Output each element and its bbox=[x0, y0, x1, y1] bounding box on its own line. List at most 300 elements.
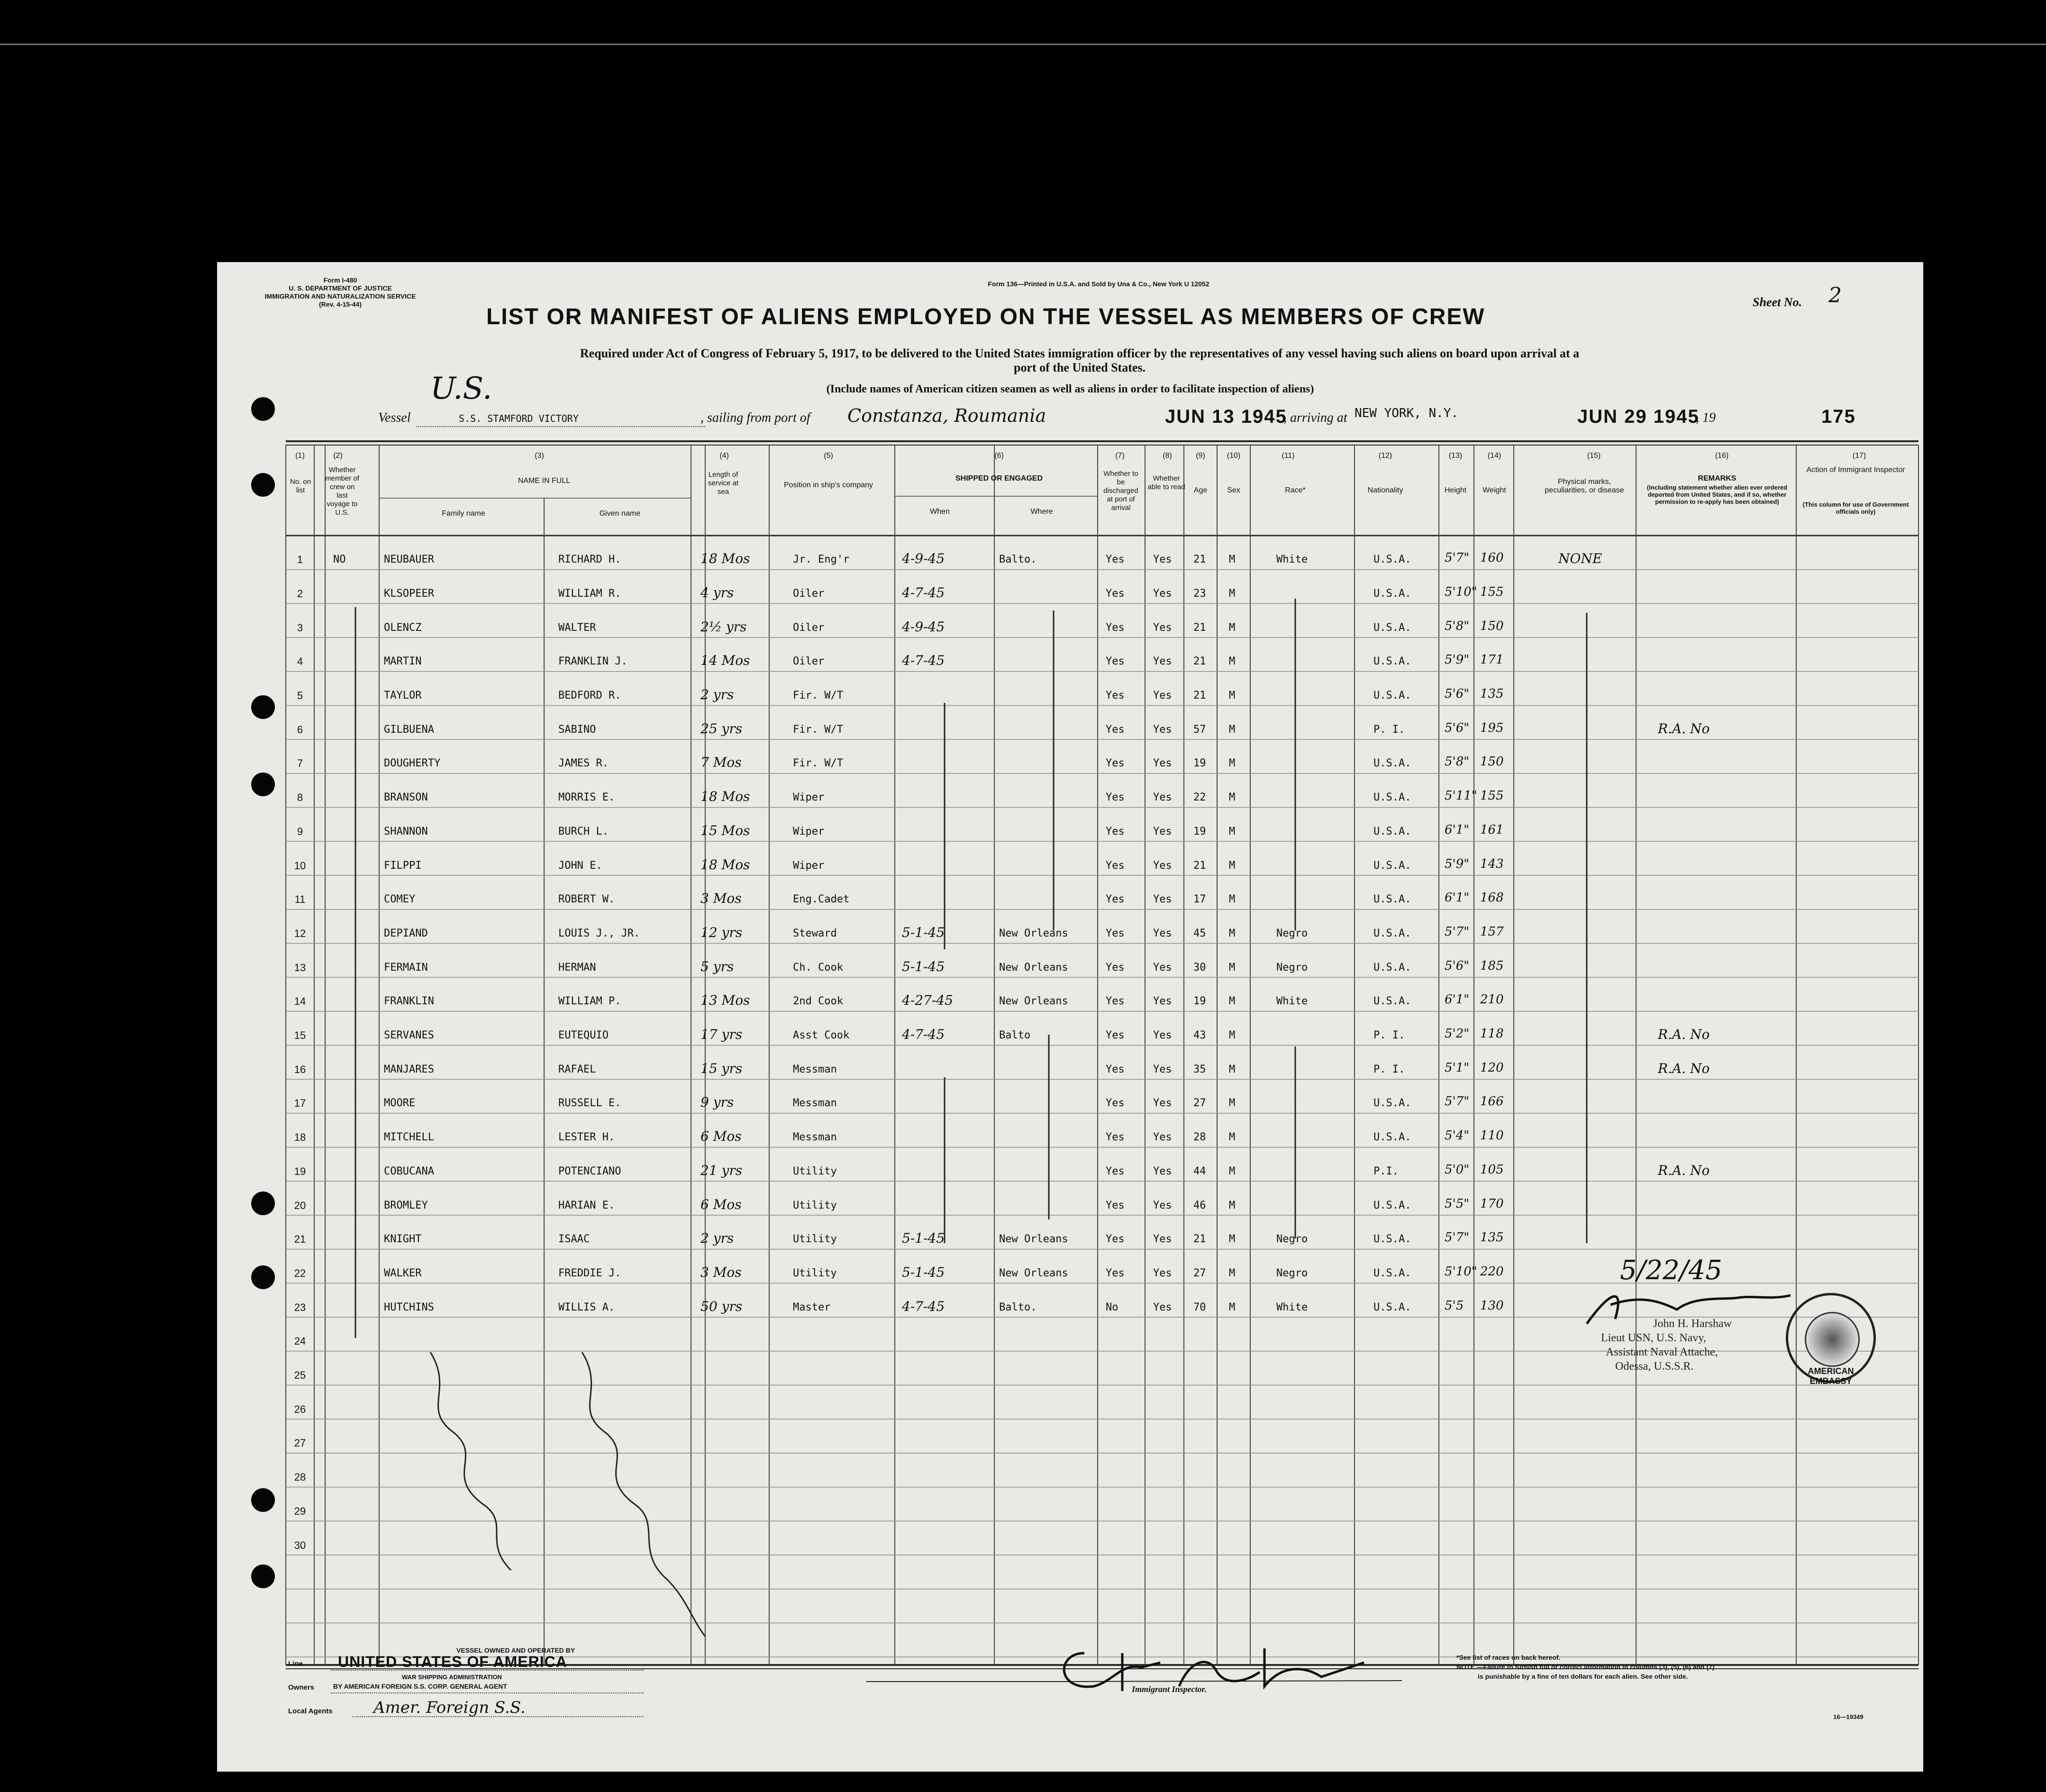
length-of-service: 12 yrs bbox=[700, 924, 743, 940]
height: 6'1" bbox=[1445, 822, 1470, 837]
able-to-read: Yes bbox=[1153, 961, 1172, 973]
length-of-service: 25 yrs bbox=[700, 720, 743, 737]
position: Utility bbox=[793, 1165, 837, 1177]
position: Oiler bbox=[793, 655, 825, 668]
able-to-read: Yes bbox=[1153, 1131, 1172, 1144]
height: 5'2" bbox=[1445, 1027, 1470, 1041]
col8-num: (8) bbox=[1163, 452, 1172, 460]
height: 5'7" bbox=[1445, 551, 1470, 565]
given-name: RUSSELL E. bbox=[558, 1097, 621, 1110]
position: Utility bbox=[793, 1199, 837, 1211]
weight: 220 bbox=[1480, 1264, 1504, 1279]
age: 21 bbox=[1193, 859, 1206, 872]
given-name: BEDFORD R. bbox=[558, 690, 621, 702]
height: 5'6" bbox=[1445, 687, 1470, 701]
physical-marks: NONE bbox=[1558, 551, 1602, 567]
shipped-where: New Orleans bbox=[999, 927, 1068, 939]
col12-label: Nationality bbox=[1367, 486, 1403, 494]
able-to-read: Yes bbox=[1153, 587, 1172, 600]
attache-name: John H. Harshaw bbox=[1653, 1318, 1732, 1330]
sex: M bbox=[1229, 1199, 1236, 1211]
row-number: 16 bbox=[294, 1063, 306, 1075]
col3-given-label: Given name bbox=[599, 509, 641, 518]
col7-num: (7) bbox=[1115, 452, 1125, 460]
sex: M bbox=[1229, 757, 1236, 770]
row-number: 20 bbox=[294, 1199, 306, 1211]
arrival-date-stamp: JUN 29 1945 bbox=[1577, 406, 1700, 427]
sex: M bbox=[1229, 859, 1236, 872]
length-of-service: 4 yrs bbox=[700, 584, 734, 600]
able-to-read: Yes bbox=[1153, 1301, 1172, 1313]
family-name: DEPIAND bbox=[384, 927, 428, 939]
age: 19 bbox=[1193, 995, 1206, 1008]
given-name: SABINO bbox=[558, 723, 596, 736]
shipped-when: 4-9-45 bbox=[902, 619, 945, 635]
height: 5'5 bbox=[1445, 1298, 1464, 1313]
age: 28 bbox=[1193, 1131, 1206, 1144]
to-be-discharged: Yes bbox=[1106, 1029, 1125, 1042]
year-value: 175 bbox=[1821, 406, 1856, 427]
given-name: JOHN E. bbox=[558, 859, 602, 872]
departure-port: Constanza, Roumania bbox=[847, 405, 1046, 426]
sex: M bbox=[1229, 961, 1236, 973]
length-of-service: 21 yrs bbox=[700, 1162, 743, 1178]
row-number: 13 bbox=[294, 961, 306, 973]
col3-num: (3) bbox=[535, 452, 544, 460]
col4-num: (4) bbox=[719, 452, 729, 460]
nationality: P. I. bbox=[1373, 1063, 1405, 1075]
weight: 150 bbox=[1480, 755, 1504, 769]
row-number: 3 bbox=[297, 621, 303, 634]
height: 5'11" bbox=[1445, 789, 1477, 803]
age: 17 bbox=[1193, 893, 1206, 906]
row-number: 26 bbox=[294, 1403, 306, 1415]
sex: M bbox=[1229, 1131, 1236, 1144]
age: 21 bbox=[1193, 621, 1206, 634]
row-number: 7 bbox=[297, 757, 303, 770]
given-name: RICHARD H. bbox=[558, 554, 621, 566]
height: 6'1" bbox=[1445, 891, 1470, 905]
weight: 185 bbox=[1480, 958, 1504, 973]
position: Master bbox=[793, 1301, 831, 1313]
age: 22 bbox=[1193, 791, 1206, 804]
requirement-line-1: Required under Act of Congress of February 5, 1917, to be delivered to the United States immigration officer by the representatives of any vessel having such aliens on board upon arrival at a bbox=[580, 346, 1580, 360]
length-of-service: 5 yrs bbox=[700, 958, 734, 974]
remarks: R.A. No bbox=[1658, 720, 1710, 737]
nationality: U.S.A. bbox=[1373, 1233, 1411, 1246]
position: Steward bbox=[793, 927, 837, 939]
to-be-discharged: Yes bbox=[1106, 723, 1125, 736]
races-note: *See list of races on back hereof. bbox=[1456, 1654, 1561, 1661]
age: 44 bbox=[1193, 1165, 1206, 1177]
family-name: HUTCHINS bbox=[384, 1301, 434, 1313]
height: 6'1" bbox=[1445, 992, 1470, 1007]
row-number: 15 bbox=[294, 1029, 306, 1042]
sheet-label: Sheet No. bbox=[1753, 295, 1802, 309]
age: 21 bbox=[1193, 690, 1206, 702]
height: 5'0" bbox=[1445, 1162, 1470, 1177]
family-name: MARTIN bbox=[384, 655, 422, 668]
age: 27 bbox=[1193, 1267, 1206, 1279]
weight: 168 bbox=[1480, 891, 1504, 905]
include-note: (Include names of American citizen seamen as well as aliens in order to facilitate inspection of aliens) bbox=[826, 383, 1314, 395]
department-name: U. S. DEPARTMENT OF JUSTICE bbox=[289, 284, 392, 292]
able-to-read: Yes bbox=[1153, 859, 1172, 872]
age: 30 bbox=[1193, 961, 1206, 973]
form-revision: (Rev. 4-15-44) bbox=[318, 300, 362, 308]
vessel-name: S.S. STAMFORD VICTORY bbox=[459, 413, 579, 424]
attache-post: Odessa, U.S.S.R. bbox=[1615, 1360, 1694, 1373]
position: Ch. Cook bbox=[793, 961, 843, 973]
given-name: EUTEQUIO bbox=[558, 1029, 609, 1042]
able-to-read: Yes bbox=[1153, 690, 1172, 702]
to-be-discharged: Yes bbox=[1106, 757, 1125, 770]
to-be-discharged: Yes bbox=[1106, 1199, 1125, 1211]
able-to-read: Yes bbox=[1153, 554, 1172, 566]
family-name: SERVANES bbox=[384, 1029, 434, 1042]
attache-date: 5/22/45 bbox=[1620, 1255, 1722, 1286]
length-of-service: 2 yrs bbox=[700, 1230, 734, 1246]
sex: M bbox=[1229, 825, 1236, 837]
given-name: MORRIS E. bbox=[558, 791, 615, 804]
able-to-read: Yes bbox=[1153, 723, 1172, 736]
to-be-discharged: Yes bbox=[1106, 927, 1125, 939]
family-name: GILBUENA bbox=[384, 723, 434, 736]
family-name: DOUGHERTY bbox=[384, 757, 441, 770]
shipped-when: 5-1-45 bbox=[902, 924, 945, 940]
able-to-read: Yes bbox=[1153, 1199, 1172, 1211]
position: 2nd Cook bbox=[793, 995, 843, 1008]
sailing-label: , sailing from port of bbox=[700, 410, 810, 425]
sex: M bbox=[1229, 1301, 1236, 1313]
age: 19 bbox=[1193, 825, 1206, 837]
weight: 160 bbox=[1480, 551, 1504, 565]
col6-where-label: Where bbox=[1030, 508, 1053, 516]
agents-value: Amer. Foreign S.S. bbox=[373, 1698, 526, 1717]
race: White bbox=[1276, 554, 1308, 566]
weight: 170 bbox=[1480, 1196, 1504, 1211]
to-be-discharged: Yes bbox=[1106, 621, 1125, 634]
given-name: LOUIS J., JR. bbox=[558, 927, 640, 939]
weight: 210 bbox=[1480, 992, 1504, 1007]
manifest-sheet bbox=[217, 262, 1923, 1772]
family-name: KLSOPEER bbox=[384, 587, 434, 600]
weight: 155 bbox=[1480, 789, 1504, 803]
family-name: WALKER bbox=[384, 1267, 422, 1279]
length-of-service: 18 Mos bbox=[700, 551, 750, 567]
inspector-label: Immigrant Inspector. bbox=[1132, 1684, 1207, 1694]
shipped-where: Balto. bbox=[999, 554, 1037, 566]
row-number: 27 bbox=[294, 1437, 306, 1449]
sailed-date-stamp: JUN 13 1945 bbox=[1165, 406, 1287, 427]
shipped-when: 5-1-45 bbox=[902, 1264, 945, 1280]
row-number: 14 bbox=[294, 995, 306, 1008]
form-number: Form I-480 bbox=[323, 276, 357, 284]
position: Utility bbox=[793, 1233, 837, 1246]
row-number: 17 bbox=[294, 1097, 306, 1110]
remarks: R.A. No bbox=[1658, 1027, 1710, 1043]
position: Fir. W/T bbox=[793, 690, 843, 702]
sex: M bbox=[1229, 655, 1236, 668]
length-of-service: 3 Mos bbox=[700, 891, 742, 907]
col17-sublabel: (This column for use of Government officials only) bbox=[1802, 501, 1909, 515]
margin-note: U.S. bbox=[430, 371, 492, 406]
nationality: U.S.A. bbox=[1373, 621, 1411, 634]
given-name: LESTER H. bbox=[558, 1131, 615, 1144]
height: 5'7" bbox=[1445, 1094, 1470, 1109]
able-to-read: Yes bbox=[1153, 1267, 1172, 1279]
family-name: NEUBAUER bbox=[384, 554, 434, 566]
col4-label: Length of service at sea bbox=[708, 471, 739, 496]
col2-num: (2) bbox=[333, 452, 343, 460]
age: 21 bbox=[1193, 655, 1206, 668]
weight: 110 bbox=[1480, 1128, 1504, 1143]
age: 35 bbox=[1193, 1063, 1206, 1075]
to-be-discharged: Yes bbox=[1106, 791, 1125, 804]
family-name: MANJARES bbox=[384, 1063, 434, 1075]
sex: M bbox=[1229, 1267, 1236, 1279]
family-name: TAYLOR bbox=[384, 690, 422, 702]
given-name: FREDDIE J. bbox=[558, 1267, 621, 1279]
height: 5'6" bbox=[1445, 958, 1470, 973]
to-be-discharged: Yes bbox=[1106, 825, 1125, 837]
length-of-service: 14 Mos bbox=[700, 653, 750, 669]
family-name: KNIGHT bbox=[384, 1233, 422, 1246]
nationality: P.I. bbox=[1373, 1165, 1399, 1177]
to-be-discharged: Yes bbox=[1106, 655, 1125, 668]
service-name: IMMIGRATION AND NATURALIZATION SERVICE bbox=[264, 292, 416, 300]
position: Messman bbox=[793, 1131, 837, 1144]
age: 21 bbox=[1193, 1233, 1206, 1246]
shipped-where: Balto bbox=[999, 1029, 1031, 1042]
shipped-when: 4-9-45 bbox=[902, 551, 945, 567]
row-number: 2 bbox=[297, 587, 303, 600]
given-name: WALTER bbox=[558, 621, 596, 634]
nationality: U.S.A. bbox=[1373, 893, 1411, 906]
height: 5'7" bbox=[1445, 924, 1470, 939]
requirement-line-2: port of the United States. bbox=[1013, 361, 1146, 374]
shipped-where: Balto. bbox=[999, 1301, 1037, 1313]
weight: 143 bbox=[1480, 856, 1504, 871]
col10-num: (10) bbox=[1227, 452, 1241, 460]
position: Asst Cook bbox=[793, 1029, 850, 1042]
position: Oiler bbox=[793, 621, 825, 634]
given-name: ROBERT W. bbox=[558, 893, 615, 906]
row-number: 21 bbox=[294, 1233, 306, 1246]
col10-label: Sex bbox=[1227, 486, 1240, 494]
able-to-read: Yes bbox=[1153, 995, 1172, 1008]
able-to-read: Yes bbox=[1153, 1233, 1172, 1246]
to-be-discharged: Yes bbox=[1106, 1233, 1125, 1246]
col3-label: NAME IN FULL bbox=[518, 477, 571, 485]
age: 27 bbox=[1193, 1097, 1206, 1110]
able-to-read: Yes bbox=[1153, 1029, 1172, 1042]
nationality: U.S.A. bbox=[1373, 791, 1411, 804]
row-number: 10 bbox=[294, 859, 306, 872]
position: Messman bbox=[793, 1063, 837, 1075]
weight: 166 bbox=[1480, 1094, 1504, 1109]
to-be-discharged: Yes bbox=[1106, 1165, 1125, 1177]
crew-last-voyage: NO bbox=[333, 554, 346, 566]
position: Fir. W/T bbox=[793, 757, 843, 770]
length-of-service: 50 yrs bbox=[700, 1298, 743, 1314]
weight: 171 bbox=[1480, 653, 1504, 667]
col14-num: (14) bbox=[1487, 452, 1501, 460]
able-to-read: Yes bbox=[1153, 927, 1172, 939]
col5-num: (5) bbox=[824, 452, 833, 460]
shipped-where: New Orleans bbox=[999, 1233, 1068, 1246]
form-code: 16—19349 bbox=[1833, 1713, 1864, 1720]
col15-label: Physical marks, peculiarities, or disease bbox=[1545, 478, 1624, 494]
position: Eng.Cadet bbox=[793, 893, 850, 906]
col13-num: (13) bbox=[1448, 452, 1463, 460]
col1-num: (1) bbox=[295, 452, 305, 460]
agents-label: Local Agents bbox=[288, 1707, 333, 1715]
race: Negro bbox=[1276, 1233, 1308, 1246]
height: 5'8" bbox=[1445, 755, 1470, 769]
length-of-service: 18 Mos bbox=[700, 789, 750, 805]
weight: 155 bbox=[1480, 584, 1504, 599]
row-number: 8 bbox=[297, 791, 303, 804]
weight: 195 bbox=[1480, 720, 1504, 735]
length-of-service: 3 Mos bbox=[700, 1264, 742, 1280]
family-name: FILPPI bbox=[384, 859, 422, 872]
length-of-service: 7 Mos bbox=[700, 755, 742, 771]
sex: M bbox=[1229, 791, 1236, 804]
length-of-service: 2 yrs bbox=[700, 687, 734, 703]
col6-label: SHIPPED OR ENGAGED bbox=[955, 474, 1043, 482]
weight: 135 bbox=[1480, 1230, 1504, 1245]
row-number: 29 bbox=[294, 1505, 306, 1517]
position: Fir. W/T bbox=[793, 723, 843, 736]
col6-num: (6) bbox=[994, 452, 1004, 460]
age: 70 bbox=[1193, 1301, 1206, 1313]
seal-text: AMERICAN EMBASSY bbox=[1808, 1366, 1854, 1386]
to-be-discharged: Yes bbox=[1106, 961, 1125, 973]
attache-rank: Lieut USN, U.S. Navy, bbox=[1601, 1332, 1706, 1344]
nationality: U.S.A. bbox=[1373, 690, 1411, 702]
given-name: POTENCIANO bbox=[558, 1165, 621, 1177]
height: 5'4" bbox=[1445, 1128, 1470, 1143]
nationality: U.S.A. bbox=[1373, 554, 1411, 566]
nationality: U.S.A. bbox=[1373, 1267, 1411, 1279]
sex: M bbox=[1229, 1233, 1236, 1246]
page-title: LIST OR MANIFEST OF ALIENS EMPLOYED ON THE VESSEL AS MEMBERS OF CREW bbox=[486, 304, 1485, 329]
sex: M bbox=[1229, 554, 1236, 566]
family-name: BROMLEY bbox=[384, 1199, 428, 1211]
row-number: 18 bbox=[294, 1131, 306, 1144]
weight: 150 bbox=[1480, 619, 1504, 633]
to-be-discharged: Yes bbox=[1106, 690, 1125, 702]
row-number: 4 bbox=[297, 655, 303, 668]
able-to-read: Yes bbox=[1153, 621, 1172, 634]
nationality: P. I. bbox=[1373, 1029, 1405, 1042]
height: 5'5" bbox=[1445, 1196, 1470, 1211]
position: Wiper bbox=[793, 791, 825, 804]
col17-num: (17) bbox=[1852, 452, 1866, 460]
sex: M bbox=[1229, 893, 1236, 906]
nationality: U.S.A. bbox=[1373, 859, 1411, 872]
able-to-read: Yes bbox=[1153, 1097, 1172, 1110]
shipped-where: New Orleans bbox=[999, 995, 1068, 1008]
remarks: R.A. No bbox=[1658, 1162, 1710, 1178]
attache-title: Assistant Naval Attache, bbox=[1606, 1346, 1718, 1358]
given-name: WILLIAM R. bbox=[558, 587, 621, 600]
nationality: U.S.A. bbox=[1373, 1199, 1411, 1211]
nationality: U.S.A. bbox=[1373, 1301, 1411, 1313]
position: Oiler bbox=[793, 587, 825, 600]
arrival-port: NEW YORK, N.Y. bbox=[1355, 406, 1459, 420]
able-to-read: Yes bbox=[1153, 1063, 1172, 1075]
weight: 135 bbox=[1480, 687, 1504, 701]
owners-label: Owners bbox=[288, 1683, 315, 1692]
vessel-label: Vessel bbox=[378, 410, 411, 425]
row-number: 28 bbox=[294, 1471, 306, 1483]
given-name: HERMAN bbox=[558, 961, 596, 973]
age: 23 bbox=[1193, 587, 1206, 600]
height: 5'8" bbox=[1445, 619, 1470, 633]
given-name: HARIAN E. bbox=[558, 1199, 615, 1211]
weight: 157 bbox=[1480, 924, 1504, 939]
to-be-discharged: Yes bbox=[1106, 893, 1125, 906]
able-to-read: Yes bbox=[1153, 893, 1172, 906]
length-of-service: 17 yrs bbox=[700, 1027, 743, 1043]
col11-label: Race* bbox=[1285, 486, 1306, 494]
race: Negro bbox=[1276, 927, 1308, 939]
height: 5'1" bbox=[1445, 1060, 1470, 1075]
age: 46 bbox=[1193, 1199, 1206, 1211]
arriving-label: , arriving at bbox=[1283, 410, 1347, 425]
col5-label: Position in ship's company bbox=[783, 481, 873, 489]
row-number: 6 bbox=[297, 723, 303, 736]
col1-label: No. on list bbox=[290, 478, 311, 494]
col13-label: Height bbox=[1444, 486, 1467, 494]
shipped-when: 4-7-45 bbox=[902, 1298, 945, 1314]
family-name: COMEY bbox=[384, 893, 416, 906]
row-number: 22 bbox=[294, 1267, 306, 1279]
height: 5'7" bbox=[1445, 1230, 1470, 1245]
length-of-service: 13 Mos bbox=[700, 992, 750, 1009]
able-to-read: Yes bbox=[1153, 655, 1172, 668]
to-be-discharged: Yes bbox=[1106, 1097, 1125, 1110]
sex: M bbox=[1229, 587, 1236, 600]
shipped-where: New Orleans bbox=[999, 1267, 1068, 1279]
able-to-read: Yes bbox=[1153, 825, 1172, 837]
to-be-discharged: Yes bbox=[1106, 1267, 1125, 1279]
given-name: FRANKLIN J. bbox=[558, 655, 627, 668]
length-of-service: 9 yrs bbox=[700, 1094, 734, 1110]
sex: M bbox=[1229, 1063, 1236, 1075]
line-label: Line bbox=[288, 1660, 303, 1668]
nationality: U.S.A. bbox=[1373, 587, 1411, 600]
family-name: FRANKLIN bbox=[384, 995, 434, 1008]
nationality: U.S.A. bbox=[1373, 961, 1411, 973]
position: Messman bbox=[793, 1097, 837, 1110]
weight: 130 bbox=[1480, 1298, 1504, 1313]
row-number: 1 bbox=[297, 554, 303, 566]
sex: M bbox=[1229, 927, 1236, 939]
height: 5'6" bbox=[1445, 720, 1470, 735]
col9-num: (9) bbox=[1196, 452, 1205, 460]
col7-label: Whether to be discharged at port of arrival bbox=[1103, 470, 1138, 512]
sex: M bbox=[1229, 723, 1236, 736]
sex: M bbox=[1229, 621, 1236, 634]
wsa-label: WAR SHIPPING ADMINISTRATION bbox=[402, 1674, 502, 1681]
weight: 120 bbox=[1480, 1060, 1504, 1075]
row-number: 23 bbox=[294, 1301, 306, 1313]
able-to-read: Yes bbox=[1153, 757, 1172, 770]
remarks: R.A. No bbox=[1658, 1060, 1710, 1076]
